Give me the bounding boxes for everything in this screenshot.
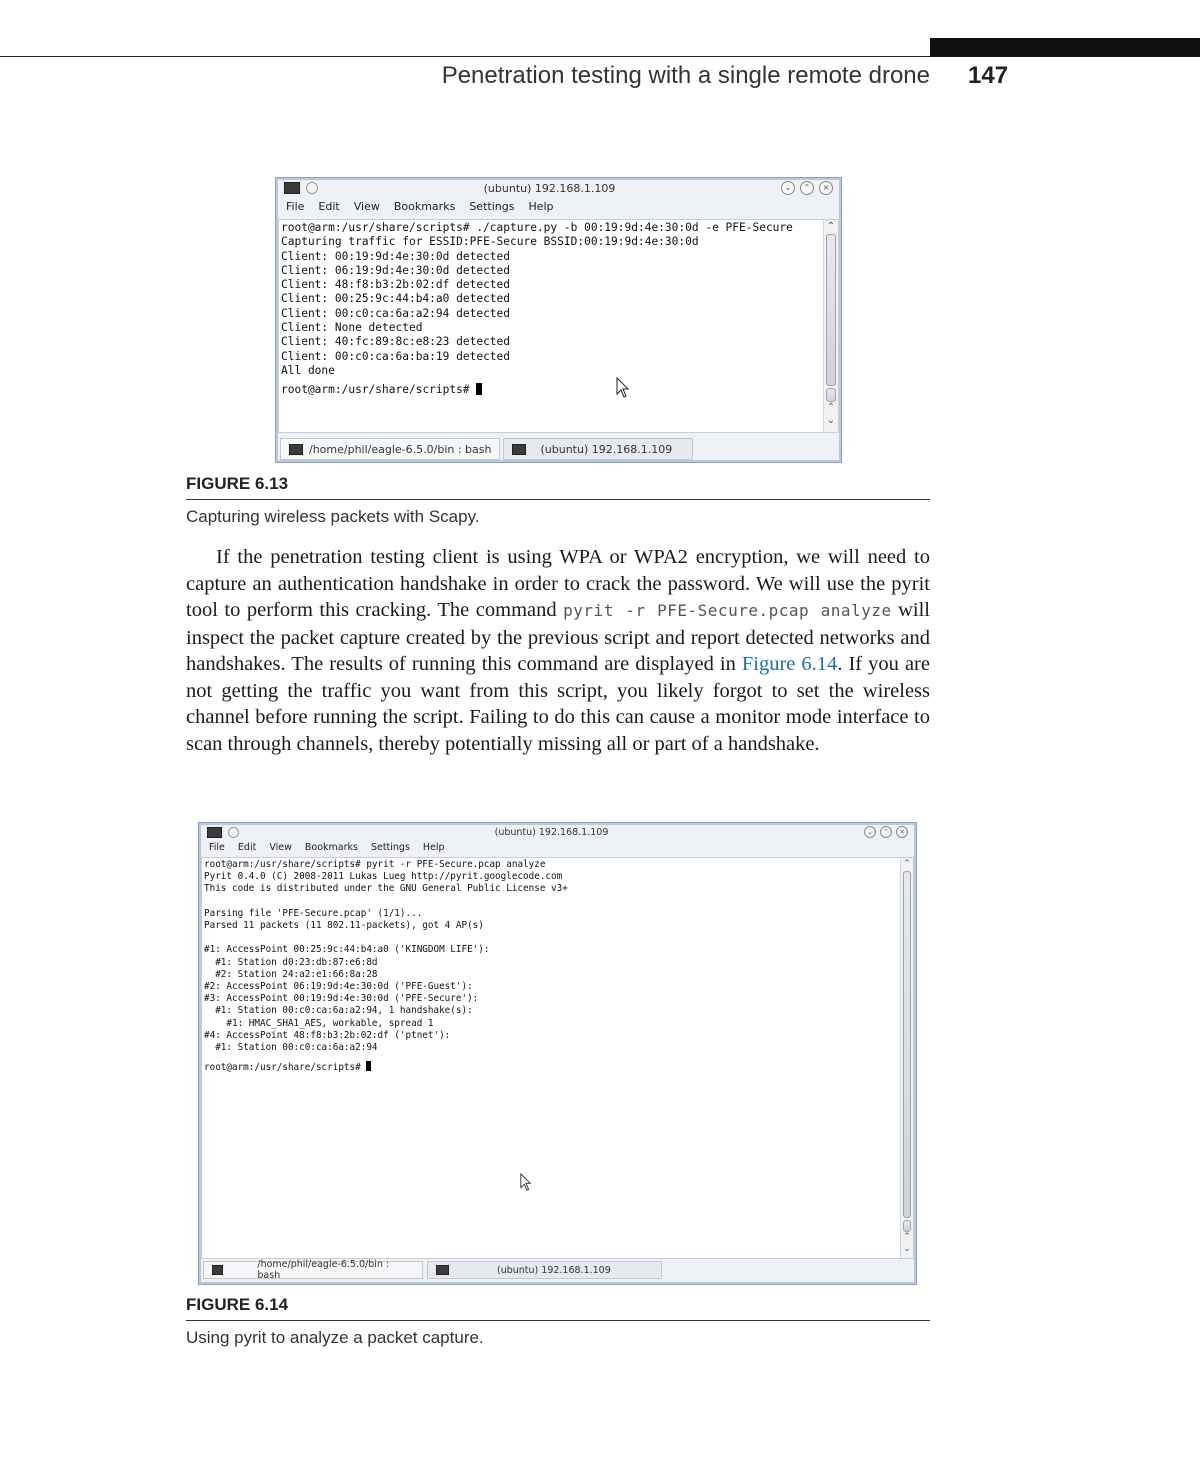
terminal-line: Client: None detected — [281, 321, 423, 335]
terminal-line: #1: Station d0:23:db:87:e6:8d — [204, 956, 378, 968]
figure-rule — [186, 1320, 930, 1321]
prompt: root@arm:/usr/share/scripts# — [204, 1062, 367, 1073]
body-text-3: . If you are not getting the traffic you want from this script, you likely forgot to set the wireless channel before running the script. Failing to do this can cause a monitor mode interface to scan through channels, thereby potentially missing all or part of a handshake. — [186, 653, 930, 755]
figure-caption: Capturing wireless packets with Scapy. — [186, 507, 480, 526]
pin-icon[interactable] — [306, 182, 318, 194]
tab-bar — [199, 1258, 916, 1284]
body-text-2: will inspect the packet capture created by the previous script and report detected networks and handshakes. The results of running this command are displayed in — [186, 599, 931, 675]
terminal-tab-icon — [436, 1265, 449, 1275]
window-titlebar — [276, 178, 841, 198]
menu-view[interactable]: View — [353, 200, 380, 213]
minimize-icon[interactable]: ⌄ — [864, 826, 876, 838]
body-text-1: If the penetration testing client is using WPA or WPA2 encryption, we will need to capture an authentication handshake in order to crack the password. We will use the pyrit tool to perform this cracking. The command — [186, 546, 930, 621]
inline-code: pyrit -r PFE-Secure.pcap analyze — [563, 601, 892, 620]
terminal-line: All done — [281, 363, 335, 377]
tab-bar — [276, 435, 841, 462]
scroll-up-icon[interactable]: ⌃ — [903, 859, 911, 869]
menu-bar — [199, 842, 916, 857]
scroll-thumb[interactable] — [903, 871, 911, 1218]
header-rule — [0, 56, 930, 57]
prompt: root@arm:/usr/share/scripts# — [281, 383, 477, 396]
terminal-line: Client: 00:25:9c:44:b4:a0 detected — [281, 292, 511, 306]
figure-caption: Using pyrit to analyze a packet capture. — [186, 1328, 484, 1347]
window-title: (ubuntu) 192.168.1.109 — [494, 826, 609, 838]
terminal-line: #1: Station 00:c0:ca:6a:a2:94 — [204, 1042, 378, 1054]
close-icon[interactable]: × — [896, 826, 908, 838]
terminal-text — [202, 858, 913, 1054]
menu-help[interactable]: Help — [422, 842, 445, 853]
scroll-thumb[interactable] — [826, 234, 836, 386]
close-icon[interactable]: × — [819, 181, 833, 195]
terminal-line: #1: AccessPoint 00:25:9c:44:b4:a0 ('KINGDOM LIFE'): — [204, 944, 490, 956]
prompt-line — [204, 1055, 371, 1074]
menu-file[interactable]: File — [286, 200, 305, 213]
tab-ubuntu[interactable] — [427, 1261, 662, 1279]
terminal-line: Pyrit 0.4.0 (C) 2008-2011 Lukas Lueg http://pyrit.googlecode.com — [204, 871, 563, 883]
terminal-line: Capturing traffic for ESSID:PFE-Secure BSSID:00:19:9d:4e:30:0d — [281, 235, 699, 249]
menu-bookmarks[interactable]: Bookmarks — [304, 842, 358, 853]
tab-ubuntu[interactable] — [503, 438, 693, 460]
terminal-line: root@arm:/usr/share/scripts# pyrit -r PFE-Secure.pcap analyze — [204, 859, 546, 870]
menu-file[interactable]: File — [209, 842, 225, 853]
terminal-tab-icon — [212, 1265, 223, 1275]
menu-bar — [276, 200, 841, 218]
window-titlebar — [199, 823, 916, 841]
terminal-line: root@arm:/usr/share/scripts# ./capture.py -b 00:19:9d:4e:30:0d -e PFE-Secure — [281, 221, 793, 234]
terminal-line: #3: AccessPoint 00:19:9d:4e:30:0d ('PFE-Secure'): — [204, 993, 479, 1005]
terminal-window-capture — [275, 177, 842, 463]
terminal-line: Client: 00:c0:ca:6a:ba:19 detected — [281, 349, 511, 363]
running-title: Penetration testing with a single remote drone — [441, 62, 930, 89]
figure-reference-link[interactable]: Figure 6.14 — [741, 653, 838, 675]
menu-view[interactable]: View — [269, 842, 292, 853]
terminal-line: Parsing file 'PFE-Secure.pcap' (1/1)... — [204, 907, 423, 919]
pin-icon[interactable] — [228, 827, 239, 838]
paragraph — [186, 544, 930, 757]
scroll-down-icon[interactable]: ⌄ — [826, 415, 836, 426]
menu-settings[interactable]: Settings — [469, 200, 515, 213]
tab-ubuntu-label: (ubuntu) 192.168.1.109 — [497, 1264, 611, 1276]
scroll-handle[interactable] — [826, 388, 836, 402]
minimize-icon[interactable]: ⌄ — [781, 181, 795, 195]
terminal-line: Client: 06:19:9d:4e:30:0d detected — [281, 263, 511, 277]
menu-settings[interactable]: Settings — [370, 842, 410, 853]
scroll-up-bottom-icon[interactable]: ⌃ — [826, 402, 836, 413]
header-bar — [930, 38, 1200, 57]
terminal-line: #2: Station 24:a2:e1:66:8a:28 — [204, 968, 378, 980]
figure-label: FIGURE 6.13 — [186, 474, 289, 493]
terminal-line — [204, 896, 913, 908]
terminal-line: Client: 00:c0:ca:6a:a2:94 detected — [281, 306, 511, 320]
terminal-line: #1: HMAC_SHA1_AES, workable, spread 1 — [204, 1017, 434, 1029]
tab-ubuntu-label: (ubuntu) 192.168.1.109 — [540, 442, 673, 456]
terminal-output[interactable] — [201, 857, 914, 1259]
terminal-line: #4: AccessPoint 48:f8:b3:2b:02:df ('ptnet'): — [204, 1029, 451, 1041]
terminal-app-icon — [284, 182, 300, 194]
text-cursor — [366, 1061, 371, 1071]
figure-rule — [186, 499, 930, 500]
text-cursor — [476, 383, 482, 395]
tab-bash[interactable] — [203, 1261, 423, 1279]
terminal-line: This code is distributed under the GNU General Public License v3+ — [204, 883, 568, 895]
scroll-up-bottom-icon[interactable]: ⌃ — [903, 1232, 911, 1242]
terminal-app-icon — [207, 827, 222, 838]
scrollbar[interactable] — [823, 220, 838, 432]
terminal-output[interactable] — [278, 219, 839, 433]
terminal-line: Client: 00:19:9d:4e:30:0d detected — [281, 249, 511, 263]
terminal-tab-icon — [512, 444, 526, 455]
terminal-text — [279, 220, 838, 378]
terminal-window-pyrit — [198, 822, 917, 1285]
tab-bash-label: /home/phil/eagle-6.5.0/bin : bash — [309, 442, 492, 456]
terminal-line: Client: 48:f8:b3:2b:02:df detected — [281, 278, 511, 292]
mouse-pointer-icon — [520, 1173, 532, 1192]
menu-edit[interactable]: Edit — [237, 842, 257, 853]
terminal-line: #2: AccessPoint 06:19:9d:4e:30:0d ('PFE-Guest'): — [204, 981, 473, 993]
menu-bookmarks[interactable]: Bookmarks — [393, 200, 456, 213]
scroll-handle[interactable] — [903, 1220, 911, 1232]
maximize-icon[interactable]: ⌃ — [800, 181, 814, 195]
scroll-down-icon[interactable]: ⌄ — [903, 1244, 911, 1254]
menu-edit[interactable]: Edit — [318, 200, 340, 213]
menu-help[interactable]: Help — [528, 200, 554, 213]
maximize-icon[interactable]: ⌃ — [880, 826, 892, 838]
scrollbar[interactable] — [900, 858, 913, 1258]
terminal-line: Client: 40:fc:89:8c:e8:23 detected — [281, 335, 511, 349]
prompt-line — [281, 378, 482, 397]
scroll-up-icon[interactable]: ⌃ — [826, 221, 836, 232]
terminal-line: #1: Station 00:c0:ca:6a:a2:94, 1 handshake(s): — [204, 1005, 473, 1017]
terminal-line — [204, 932, 913, 944]
tab-bash[interactable] — [280, 438, 500, 460]
mouse-pointer-icon — [616, 377, 630, 399]
window-title: (ubuntu) 192.168.1.109 — [483, 181, 616, 195]
page-number: 147 — [968, 62, 1009, 89]
tab-bash-label: /home/phil/eagle-6.5.0/bin : bash — [257, 1259, 390, 1281]
body-paragraph — [186, 544, 930, 757]
terminal-line: Parsed 11 packets (11 802.11-packets), got 4 AP(s) — [204, 920, 484, 932]
terminal-tab-icon — [289, 444, 303, 455]
figure-label: FIGURE 6.14 — [186, 1295, 289, 1314]
